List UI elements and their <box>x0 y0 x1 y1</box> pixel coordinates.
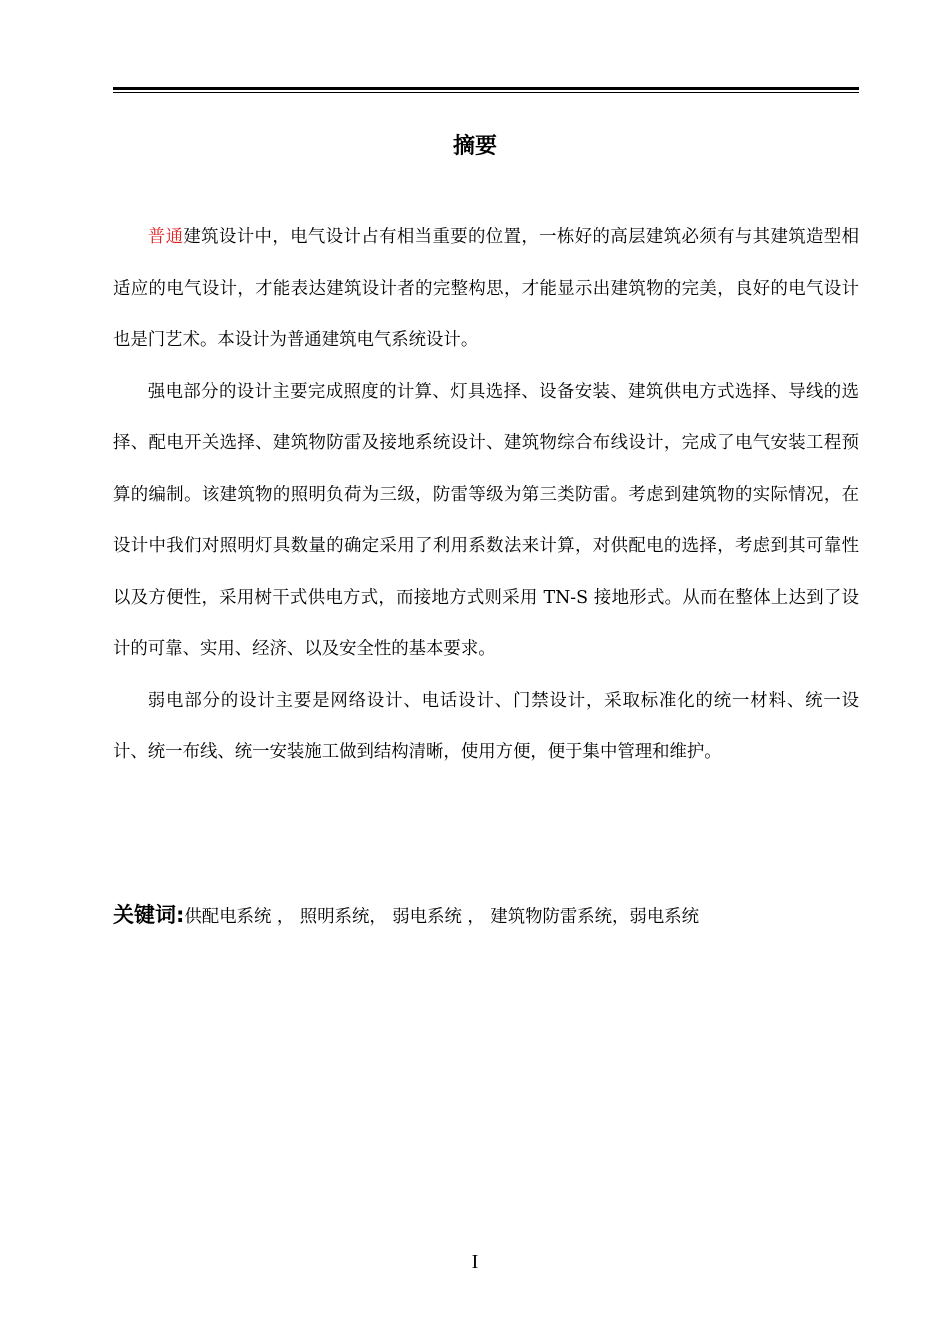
paragraph-1-text: 建筑设计中，电气设计占有相当重要的位置，一栋好的高层建筑必须有与其建筑造型相适应的电气设计，才能表达建筑设计者的完整构思，才能显示出建筑物的完美，良好的电气设计也是门艺术。本设计为普通建筑电气系统设计。 <box>113 227 859 350</box>
keywords-label: 关键词: <box>113 903 185 927</box>
paragraph-2: 强电部分的设计主要完成照度的计算、灯具选择、设备安装、建筑供电方式选择、导线的选择、配电开关选择、建筑物防雷及接地系统设计、建筑物综合布线设计，完成了电气安装工程预算的编制。该建筑物的照明负荷为三级，防雷等级为第三类防雷。考虑到建筑物的实际情况，在设计中我们对照明灯具数量的确定采用了利用系数法来计算，对供配电的选择，考虑到其可靠性以及方便性，采用树干式供电方式，而接地方式则采用 TN-S 接地形式。从而在整体上达到了设计的可靠、实用、经济、以及安全性的基本要求。 <box>113 381 859 659</box>
keywords-line <box>113 895 859 937</box>
header-rule <box>113 87 859 93</box>
highlighted-text: 普通 <box>147 227 184 247</box>
page-title: 摘要 <box>452 134 497 159</box>
keywords-value: 供配电系统 ， 照明系统， 弱电系统 ， 建筑物防雷系统，弱电系统 <box>184 907 699 927</box>
abstract-body <box>113 212 859 779</box>
paragraph-3: 弱电部分的设计主要是网络设计、电话设计、门禁设计，采取标准化的统一材料、统一设计、统一布线、统一安装施工做到结构清晰，使用方便，便于集中管理和维护。 <box>113 690 859 762</box>
page-number: I <box>471 1251 479 1273</box>
paragraph-1 <box>113 212 859 367</box>
